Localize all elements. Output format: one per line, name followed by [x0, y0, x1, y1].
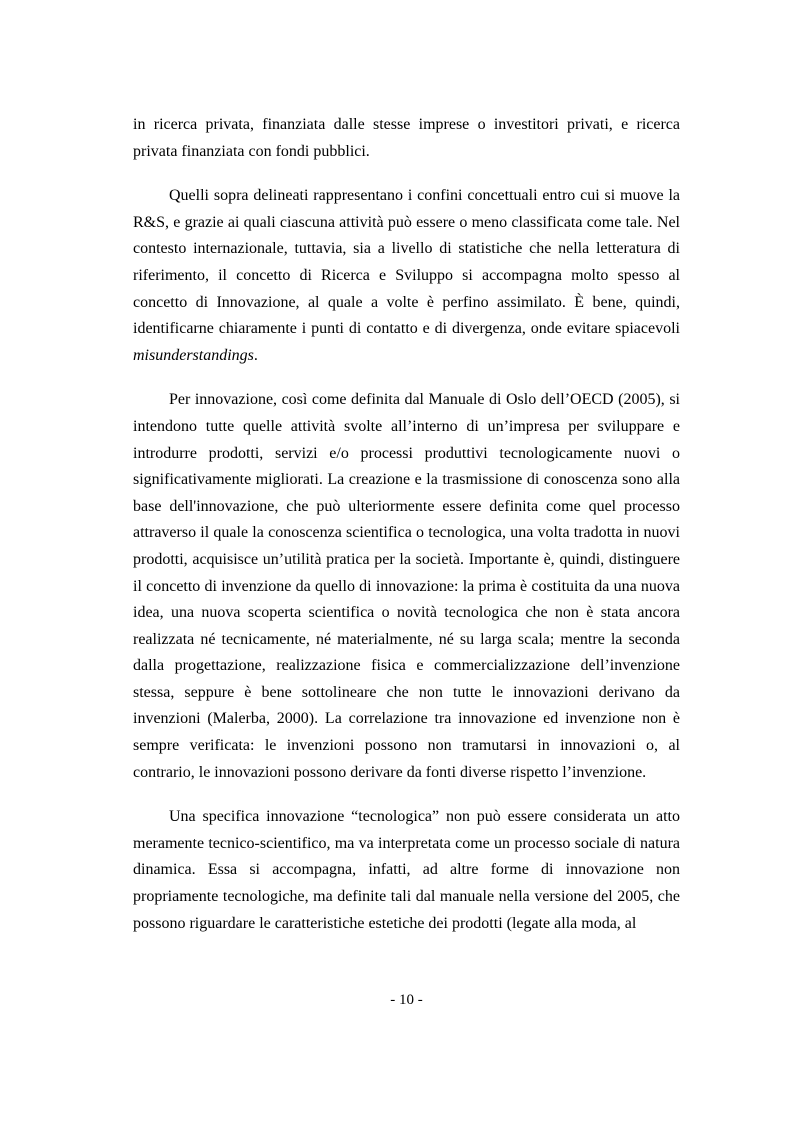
paragraph-3-text: Per innovazione, così come definita dal Manuale di Oslo dell’OECD (2005), si intendono tutte quelle attività svolte all’interno di un’impresa per sviluppare e introdurre prodotti, servizi e/o processi produttivi tecnologicamente nuovi o significativamente migliorati. La creazione e la trasmissione di conoscenza sono alla base dell'innovazione, che può ulteriormente essere definita come quel processo attraverso il quale la conoscenza scientifica o tecnologica, una volta tradotta in nuovi prodotti, acquisisce un’utilità pratica per la società. Importante è, quindi, distinguere il concetto di invenzione da quello di innovazione: la prima è costituita da una nuova idea, una nuova scoperta scientifica o novità tecnologica che non è stata ancora realizzata né tecnicamente, né materialmente, né su larga scala; mentre la seconda dalla progettazione, realizzazione fisica e commercializzazione dell’invenzione stessa, seppure è bene sottolineare che non tutte le innovazioni derivano da invenzioni (Malerba, 2000). La correlazione tra innovazione ed invenzione non è sempre verificata: le invenzioni possono non tramutarsi in innovazioni o, al contrario, le innovazioni possono derivare da fonti diverse rispetto l’invenzione.: [133, 391, 680, 781]
italic-term: misunderstandings: [133, 346, 254, 364]
paragraph-4: [133, 804, 680, 937]
paragraph-4-text: Una specifica innovazione “tecnologica” non può essere considerata un atto meramente tecnico-scientifico, ma va interpretata come un processo sociale di natura dinamica. Essa si accompagna, infatti, ad altre forme di innovazione non propriamente tecnologiche, ma definite tali dal manuale nella versione del 2005, che possono riguardare le caratteristiche estetiche dei prodotti (legate alla moda, al: [133, 808, 680, 932]
paragraph-2: [133, 183, 680, 369]
paragraph-1-text: in ricerca privata, finanziata dalle stesse imprese o investitori privati, e ricerca privata finanziata con fondi pubblici.: [133, 116, 680, 160]
page-number: - 10 -: [390, 992, 423, 1008]
body-text: [133, 112, 680, 937]
paragraph-1: [133, 112, 680, 165]
paragraph-2-text: Quelli sopra delineati rappresentano i confini concettuali entro cui si muove la R&S, e grazie ai quali ciascuna attività può essere o meno classificata come tale. Nel contesto internazionale, tuttavia, sia a livello di statistiche che nella letteratura di riferimento, il concetto di Ricerca e Sviluppo si accompagna molto spesso al concetto di Innovazione, al quale a volte è perfino assimilato. È bene, quindi, identificarne chiaramente i punti di contatto e di divergenza, onde evitare spiacevoli: [133, 187, 680, 338]
paragraph-2-end: .: [253, 346, 258, 364]
paragraph-3: [133, 387, 680, 786]
